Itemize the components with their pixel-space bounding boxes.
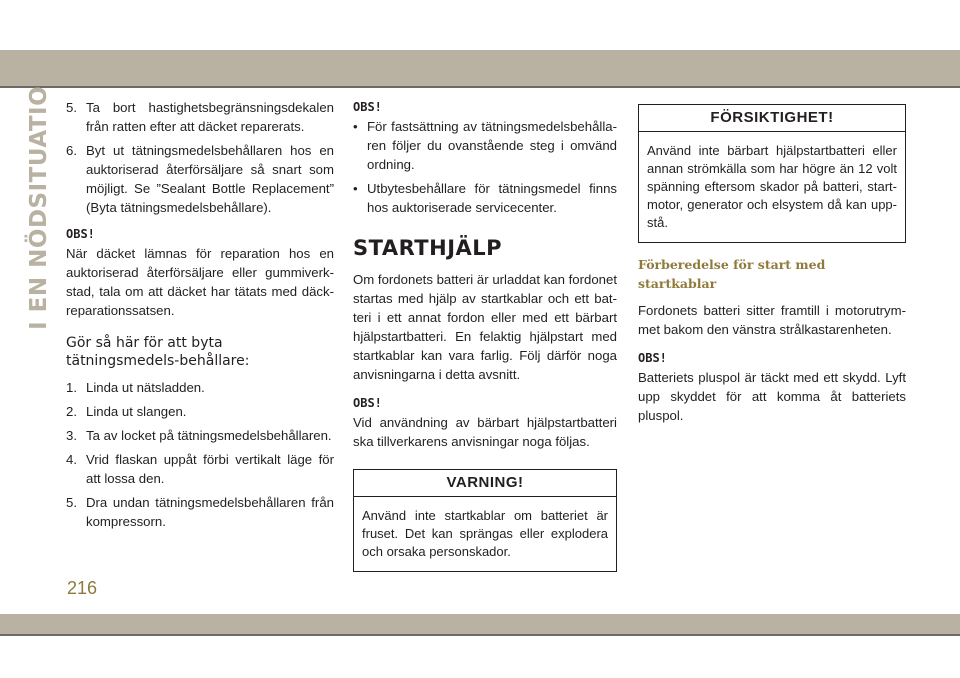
column-left (66, 98, 334, 536)
section-heading: STARTHJÄLP (353, 236, 503, 260)
footer-band (0, 614, 960, 634)
warning-box (353, 469, 617, 572)
steps-list-continued (66, 98, 334, 217)
page-number: 216 (67, 578, 98, 598)
note-bullets (353, 117, 617, 217)
battery-location-text: Fordonets batteri sitter framtill i motorutrym-met bakom den vänstra strålkastarenheten. (638, 303, 906, 337)
note-label: OBS! (66, 227, 95, 241)
note-text: När däcket lämnas för reparation hos en auktoriserad återförsäljare eller gummiverk-stad, tala om att däcket har tätats med däck-reparationssatsen. (66, 246, 334, 318)
warning-text: Använd inte startkablar om batteriet är fruset. Det kan sprängas eller explodera och orsaka personskador. (362, 508, 608, 559)
list-item: • För fastsättning av tätningsmedelsbehålla-ren följer du ovanstående steg i omvänd ordning. (353, 119, 617, 172)
procedure-subheading: Gör så här för att byta tätningsmedels-behållare: (66, 335, 250, 369)
intro-paragraph: Om fordonets batteri är urladdat kan fordonet startas med hjälp av startkablar och ett bat-teri i ett annat fordon eller med ett bärbart hjälpstartbatteri. En felaktig hjälpstart med startkablar kan vara farlig. Följ därför noga anvisningarna i detta avsnitt. (353, 272, 617, 382)
subsection-heading: Förberedelse för start med startkablar (638, 257, 826, 291)
header-band (0, 50, 960, 86)
note-text: Batteriets pluspol är täckt med ett skydd. Lyft upp skyddet för att komma åt batteriets pluspol. (638, 370, 906, 423)
list-item: 1. Linda ut nätsladden. (66, 380, 205, 395)
list-item: • Utbytesbehållare för tätningsmedel finns hos auktoriserade servicecenter. (353, 181, 617, 215)
footer-rule (0, 634, 960, 636)
column-middle (353, 98, 617, 572)
list-item: 2. Linda ut slangen. (66, 404, 187, 419)
steps-list-replace (66, 378, 334, 531)
column-right (638, 98, 906, 425)
warning-title: VARNING! (354, 470, 616, 497)
note-label: OBS! (353, 100, 382, 114)
list-item: 6. Byt ut tätningsmedelsbehållaren hos en auktoriserad återförsäljare så snart som möjligt. Se ”Sealant Bottle Replacement” (Byta tätningsmedelsbehållare). (66, 143, 334, 215)
section-side-label-text: I EN NÖDSITUATION (26, 65, 52, 330)
caution-text: Använd inte bärbart hjälpstartbatteri eller annan strömkälla som har högre än 12 volt spänning eftersom skador på batteri, start-motor, generator och elsystem då kan upp-stå. (647, 143, 897, 230)
list-item: 4. Vrid flaskan uppåt förbi vertikalt läge för att lossa den. (66, 452, 334, 486)
list-item: 5. Dra undan tätningsmedelsbehållaren från kompressorn. (66, 495, 334, 529)
header-rule (0, 86, 960, 88)
caution-box (638, 104, 906, 243)
note-label: OBS! (638, 351, 667, 365)
caution-title: FÖRSIKTIGHET! (639, 105, 905, 132)
list-item: 5. Ta bort hastighetsbegränsningsdekalen från ratten efter att däcket reparerats. (66, 100, 334, 134)
note-label: OBS! (353, 396, 382, 410)
list-item: 3. Ta av locket på tätningsmedelsbehållaren. (66, 428, 332, 443)
section-side-label (24, 65, 54, 330)
note-text: Vid användning av bärbart hjälpstartbatteri ska tillverkarens anvisningar noga följas. (353, 415, 617, 449)
